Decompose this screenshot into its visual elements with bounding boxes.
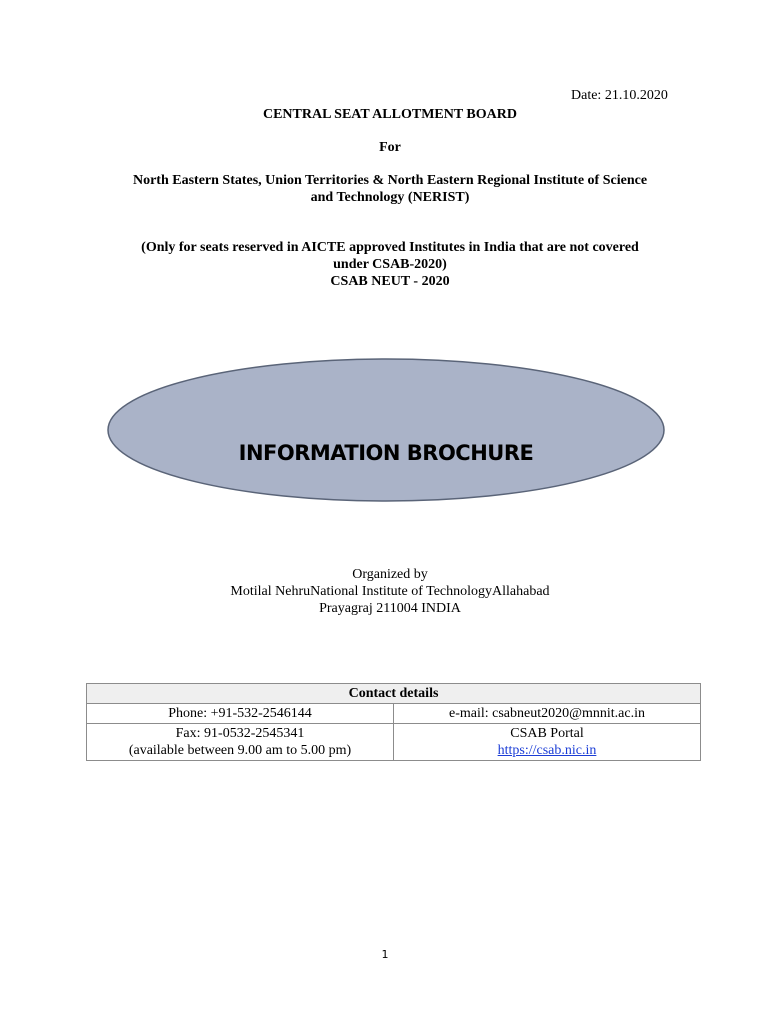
states-heading [80, 172, 700, 206]
institute-name: Motilal NehruNational Institute of TechnologyAllahabad [230, 584, 550, 599]
document-date: Date: 21.10.2020 [571, 88, 668, 103]
brochure-title: INFORMATION BROCHURE [238, 441, 534, 465]
contact-table [86, 683, 701, 761]
fax-number: Fax: 91-0532-2545341 [175, 726, 305, 741]
organizer-block [80, 566, 700, 617]
scope-note [80, 239, 700, 273]
scope-line-1: (Only for seats reserved in AICTE approved Institutes in India that are not covered [141, 240, 639, 255]
brochure-ellipse [106, 357, 666, 503]
email-cell: e-mail: csabneut2020@mnnit.ac.in [394, 704, 701, 724]
neut-title: CSAB NEUT - 2020 [330, 274, 450, 289]
board-title: CENTRAL SEAT ALLOTMENT BOARD [262, 107, 517, 122]
phone-cell: Phone: +91-532-2546144 [87, 704, 394, 724]
organized-by-label: Organized by [352, 567, 428, 582]
fax-cell [87, 724, 394, 761]
scope-line-2: under CSAB-2020) [333, 257, 447, 272]
portal-link[interactable]: https://csab.nic.in [497, 743, 597, 758]
states-line-2: and Technology (NERIST) [310, 190, 470, 205]
portal-cell [394, 724, 701, 761]
fax-hours: (available between 9.00 am to 5.00 pm) [128, 743, 352, 758]
states-line-1: North Eastern States, Union Territories & North Eastern Regional Institute of Science [132, 173, 648, 188]
contact-heading: Contact details [87, 684, 701, 704]
portal-label: CSAB Portal [510, 726, 584, 741]
institute-address: Prayagraj 211004 INDIA [319, 601, 461, 616]
for-label: For [379, 140, 401, 155]
ellipse-shape [106, 357, 666, 503]
page-number: 1 [381, 948, 389, 961]
